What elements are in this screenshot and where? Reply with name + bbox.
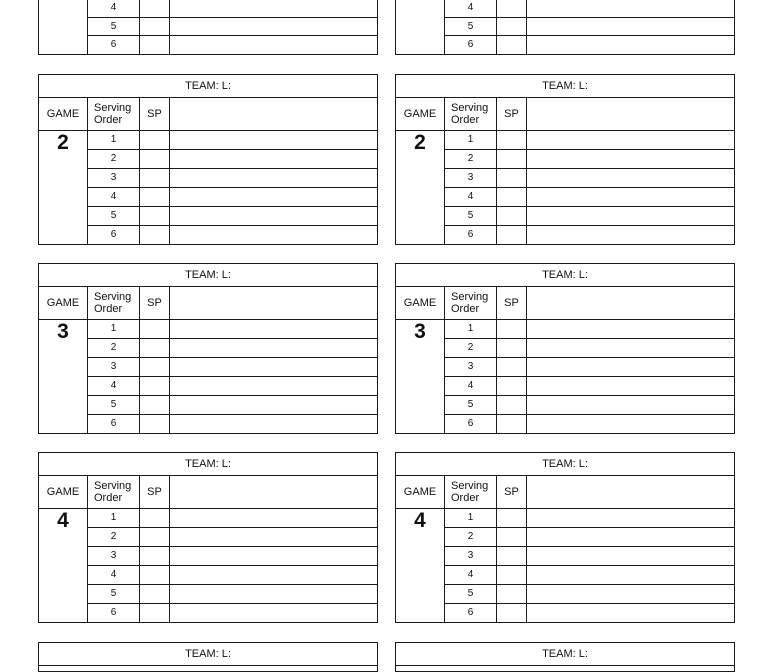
- serving-order-header: [88, 475, 139, 508]
- serving-order-header-line2: Order: [94, 302, 123, 315]
- game-header: GAME: [403, 296, 437, 309]
- serving-order-header-line2: Order: [451, 491, 480, 504]
- serving-row: [88, 131, 377, 150]
- serving-row: [88, 396, 377, 415]
- serving-number: 6: [110, 229, 117, 240]
- sp-header: SP: [147, 107, 162, 120]
- game-header: GAME: [46, 485, 80, 498]
- serving-order-header-line1: Serving: [94, 290, 132, 303]
- serving-row: [445, 226, 734, 247]
- serving-number: 3: [110, 361, 117, 372]
- sp-header: SP: [504, 107, 519, 120]
- serving-order-header-line2: Order: [451, 302, 480, 315]
- serving-number: 2: [110, 531, 117, 542]
- game-header: GAME: [46, 107, 80, 120]
- team-label: TEAM: L:: [39, 75, 377, 98]
- serving-number: 1: [467, 512, 474, 523]
- serving-row: [445, 320, 734, 339]
- serving-row: [445, 207, 734, 226]
- serving-number: 6: [467, 229, 474, 240]
- serving-row: [88, 377, 377, 396]
- serving-number: 4: [110, 191, 117, 202]
- serving-number: 4: [467, 191, 474, 202]
- serving-number: 6: [110, 39, 117, 50]
- sp-header: SP: [504, 485, 519, 498]
- serving-row: [88, 547, 377, 566]
- serving-number: 5: [110, 399, 117, 410]
- sp-header: SP: [147, 485, 162, 498]
- serving-number: 2: [110, 342, 117, 353]
- game-block-left: [38, 74, 378, 245]
- serving-number: 1: [467, 323, 474, 334]
- serving-number: 4: [110, 569, 117, 580]
- game-header: GAME: [46, 296, 80, 309]
- serving-row: [88, 0, 377, 18]
- partial-team-block-left: [38, 642, 378, 672]
- serving-row: [445, 528, 734, 547]
- serving-order-header: [88, 286, 139, 319]
- serving-order-header-line1: Serving: [94, 101, 132, 114]
- column-header: [39, 475, 377, 509]
- serving-number: 5: [467, 20, 474, 32]
- team-label: TEAM: L:: [396, 453, 734, 476]
- serving-row: [88, 320, 377, 339]
- serving-row: [445, 339, 734, 358]
- serving-number: 3: [467, 172, 474, 183]
- game-number: 2: [414, 131, 426, 154]
- partial-block-right: [395, 0, 735, 55]
- serving-row: [445, 0, 734, 18]
- sp-header: SP: [147, 296, 162, 309]
- column-header: [396, 475, 734, 509]
- serving-row: [88, 169, 377, 188]
- serving-order-header: [445, 475, 496, 508]
- serving-row: [445, 415, 734, 436]
- serving-row: [88, 415, 377, 436]
- serving-number: 6: [467, 39, 474, 50]
- serving-number: 3: [110, 172, 117, 183]
- serving-order-header-line1: Serving: [94, 479, 132, 492]
- serving-order-header-line2: Order: [451, 113, 480, 126]
- serving-order-header-line1: Serving: [451, 101, 489, 114]
- game-number: 4: [414, 509, 426, 532]
- serving-number: 3: [467, 550, 474, 561]
- game-block-right: [395, 263, 735, 434]
- serving-number: 5: [467, 210, 474, 221]
- serving-number: 5: [467, 399, 474, 410]
- serving-row: [445, 131, 734, 150]
- serving-number: 1: [110, 512, 117, 523]
- serving-row: [88, 18, 377, 37]
- serving-row: [88, 358, 377, 377]
- serving-order-header-line2: Order: [94, 491, 123, 504]
- serving-row: [445, 150, 734, 169]
- serving-number: 6: [110, 418, 117, 429]
- serving-row: [88, 339, 377, 358]
- serving-number: 6: [467, 418, 474, 429]
- game-header: GAME: [403, 485, 437, 498]
- serving-order-header-line2: Order: [94, 113, 123, 126]
- serving-row: [445, 604, 734, 625]
- serving-number: 2: [467, 153, 474, 164]
- team-label: TEAM: L:: [396, 264, 734, 287]
- serving-row: [88, 150, 377, 169]
- game-number: 3: [57, 320, 69, 343]
- serving-row: [88, 188, 377, 207]
- serving-row: [88, 585, 377, 604]
- serving-number: 1: [467, 134, 474, 145]
- serving-number: 2: [467, 531, 474, 542]
- serving-row: [88, 604, 377, 625]
- serving-row: [445, 509, 734, 528]
- game-block-right: [395, 452, 735, 623]
- serving-order-header: [445, 97, 496, 130]
- serving-number: 5: [110, 20, 117, 32]
- team-label: TEAM: L:: [39, 264, 377, 287]
- serving-row: [88, 207, 377, 226]
- serving-number: 2: [110, 153, 117, 164]
- serving-row: [445, 547, 734, 566]
- serving-row: [88, 509, 377, 528]
- serving-row: [445, 566, 734, 585]
- serving-row: [445, 358, 734, 377]
- serving-row: [445, 36, 734, 55]
- serving-number: 4: [467, 2, 474, 13]
- team-label: TEAM: L:: [396, 75, 734, 98]
- game-number: 2: [57, 131, 69, 154]
- serving-number: 4: [110, 2, 117, 13]
- serving-number: 5: [110, 588, 117, 599]
- partial-team-block-right: [395, 642, 735, 672]
- serving-number: 6: [110, 607, 117, 618]
- team-label: TEAM: L:: [396, 643, 734, 666]
- serving-number: 5: [467, 588, 474, 599]
- serving-number: 3: [467, 361, 474, 372]
- serving-order-header-line1: Serving: [451, 479, 489, 492]
- serving-number: 4: [467, 569, 474, 580]
- team-label: TEAM: L:: [39, 643, 377, 666]
- serving-number: 4: [467, 380, 474, 391]
- serving-order-header: [88, 97, 139, 130]
- serving-row: [445, 169, 734, 188]
- game-number: 3: [414, 320, 426, 343]
- game-block-left: [38, 263, 378, 434]
- serving-number: 4: [110, 380, 117, 391]
- game-block-left: [38, 452, 378, 623]
- serving-row: [445, 188, 734, 207]
- column-header: [39, 97, 377, 131]
- game-header: GAME: [403, 107, 437, 120]
- serving-row: [88, 36, 377, 55]
- serving-number: 3: [110, 550, 117, 561]
- serving-number: 1: [110, 323, 117, 334]
- serving-row: [445, 377, 734, 396]
- serving-row: [445, 585, 734, 604]
- serving-number: 2: [467, 342, 474, 353]
- game-number: 4: [57, 509, 69, 532]
- column-header: [396, 97, 734, 131]
- column-header: [39, 286, 377, 320]
- serving-row: [88, 566, 377, 585]
- serving-row: [445, 396, 734, 415]
- serving-number: 6: [467, 607, 474, 618]
- serving-order-header-line1: Serving: [451, 290, 489, 303]
- partial-block-left: [38, 0, 378, 55]
- serving-row: [445, 18, 734, 37]
- sp-header: SP: [504, 296, 519, 309]
- serving-row: [88, 226, 377, 247]
- column-header: [396, 286, 734, 320]
- serving-row: [88, 528, 377, 547]
- game-block-right: [395, 74, 735, 245]
- serving-order-header: [445, 286, 496, 319]
- serving-number: 5: [110, 210, 117, 221]
- team-label: TEAM: L:: [39, 453, 377, 476]
- serving-number: 1: [110, 134, 117, 145]
